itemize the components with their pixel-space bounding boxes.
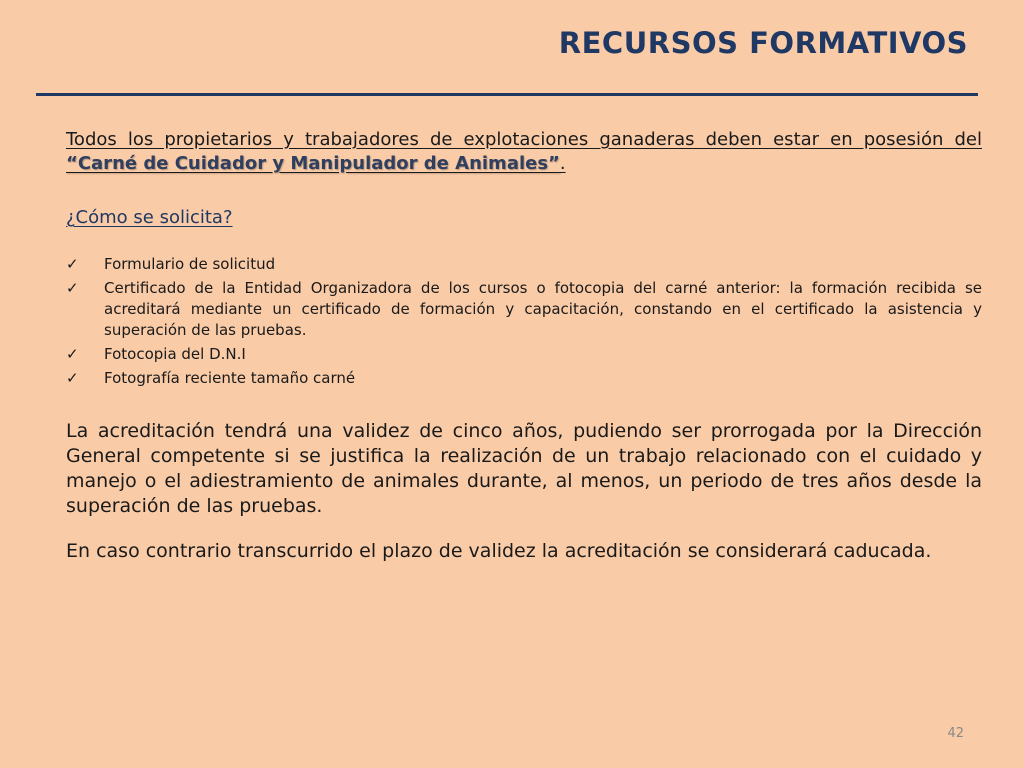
requirement-text: Formulario de solicitud [104, 255, 276, 273]
requirement-text: Fotocopia del D.N.I [104, 345, 246, 363]
carne-name-highlight: “Carné de Cuidador y Manipulador de Animales” [66, 153, 560, 174]
validity-paragraph: La acreditación tendrá una validez de cinco años, pudiendo ser prorrogada por la Dirección General competente si se justifica la realización de un trabajo relacionado con el cuidado y manejo o el adiestramiento de animales durante, al menos, un periodo de tres años desde la superación de las pruebas. [66, 420, 982, 517]
requirement-text: Certificado de la Entidad Organizadora de los cursos o fotocopia del carné anterior: la formación recibida se acreditará mediante un certificado de formación y capacitación, constando en el certificado la asistencia y superación de las pruebas. [104, 279, 982, 339]
list-item [66, 278, 982, 341]
checkmark-icon: ✓ [66, 345, 79, 363]
intro-paragraph [66, 128, 982, 176]
intro-end: . [559, 153, 566, 174]
how-to-apply-heading: ¿Cómo se solicita? [66, 207, 233, 228]
intro-text: Todos los propietarios y trabajadores de explotaciones ganaderas deben estar en posesión del [66, 129, 982, 150]
requirements-list [66, 254, 982, 389]
checkmark-icon: ✓ [66, 255, 79, 273]
requirement-text: Fotografía reciente tamaño carné [104, 369, 356, 387]
expiration-paragraph: En caso contrario transcurrido el plazo de validez la acreditación se considerará caducada. [66, 540, 932, 562]
title-underline-divider [36, 93, 978, 96]
list-item [66, 254, 982, 275]
page-number: 42 [947, 726, 964, 741]
list-item [66, 344, 982, 365]
slide-content [66, 128, 982, 564]
checkmark-icon: ✓ [66, 279, 79, 297]
slide-title: RECURSOS FORMATIVOS [558, 26, 968, 60]
checkmark-icon: ✓ [66, 369, 79, 387]
list-item [66, 368, 982, 389]
